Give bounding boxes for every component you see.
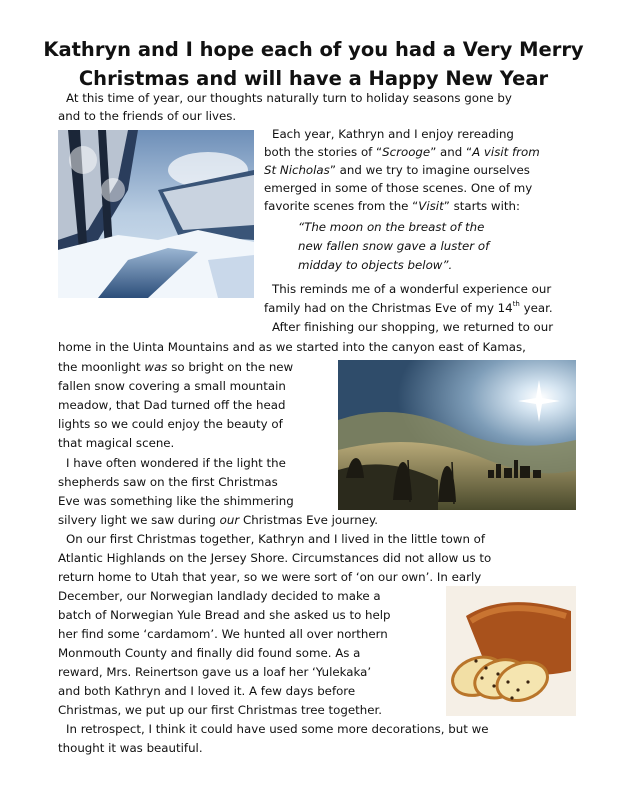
text-segment: thought it was beautiful. — [58, 741, 203, 755]
text-segment: December, our Norwegian landlady decided to make a — [58, 589, 381, 603]
text-segment: Monmouth County and finally did found some. As a — [58, 646, 361, 660]
body-line — [66, 720, 489, 738]
body-line — [58, 492, 294, 510]
body-line — [58, 473, 278, 491]
quote-line — [298, 256, 452, 274]
title-line-1: Kathryn and I hope each of you had a Very Merry — [43, 38, 584, 62]
text-segment: On our first Christmas together, Kathryn and I lived in the little town of — [66, 532, 486, 546]
text-segment: reward, Mrs. Reinertson gave us a loaf her ‘Yulekaka’ — [58, 665, 372, 679]
quote-line — [298, 237, 489, 255]
body-line — [58, 415, 283, 433]
body-line — [58, 338, 526, 356]
body-line — [66, 89, 512, 107]
text-segment: favorite scenes from the “ — [264, 199, 419, 213]
text-segment: A visit from — [472, 145, 540, 159]
text-segment: lights so we could enjoy the beauty of — [58, 417, 283, 431]
body-line — [272, 318, 553, 336]
text-segment: both the stories of “ — [264, 145, 383, 159]
text-segment: ” and “ — [430, 145, 473, 159]
body-line — [58, 358, 293, 376]
body-line — [66, 454, 286, 472]
body-line — [58, 587, 381, 605]
text-segment: Christmas Eve journey. — [239, 513, 379, 527]
text-segment: I have often wondered if the light the — [66, 456, 286, 470]
text-segment: the moonlight — [58, 360, 145, 374]
text-segment: her find some ‘cardamom’. We hunted all over northern — [58, 627, 388, 641]
text-segment: and to the friends of our lives. — [58, 109, 237, 123]
text-segment: Christmas, we put up our first Christmas tree together. — [58, 703, 382, 717]
text-segment: Each year, Kathryn and I enjoy rereading — [272, 127, 514, 141]
quote-line — [298, 218, 484, 236]
text-segment: Eve was something like the shimmering — [58, 494, 294, 508]
yule-bread-photo — [446, 586, 576, 716]
text-segment: After finishing our shopping, we returned to our — [272, 320, 554, 334]
text-segment: ” starts with: — [443, 199, 520, 213]
body-line — [58, 396, 285, 414]
letter-title — [0, 35, 627, 93]
body-line — [58, 568, 481, 586]
text-segment: th — [512, 300, 520, 309]
body-line — [264, 143, 540, 161]
body-line — [58, 107, 236, 125]
text-segment: Visit — [418, 199, 444, 213]
text-segment: Scrooge — [382, 145, 431, 159]
text-segment: so bright on the new — [167, 360, 294, 374]
text-segment: Atlantic Highlands on the Jersey Shore. Circumstances did not allow us to — [58, 551, 492, 565]
body-line — [58, 682, 355, 700]
body-line — [58, 644, 360, 662]
body-line — [272, 280, 551, 298]
shepherds-star-photo — [338, 360, 576, 510]
title-line-2: Christmas and will have a Happy New Year — [78, 67, 549, 91]
snowy-river-photo — [58, 130, 254, 298]
text-segment: silvery light we saw during — [58, 513, 220, 527]
text-segment: In retrospect, I think it could have used some more decorations, but we — [66, 722, 489, 736]
body-line — [58, 663, 371, 681]
text-segment: and both Kathryn and I loved it. A few days before — [58, 684, 356, 698]
text-segment: fallen snow covering a small mountain — [58, 379, 286, 393]
body-line — [58, 701, 382, 719]
body-line — [58, 511, 378, 529]
body-line — [66, 530, 485, 548]
body-line — [264, 197, 520, 215]
text-segment: meadow, that Dad turned off the head — [58, 398, 286, 412]
text-segment: ” and we try to imagine ourselves — [329, 163, 530, 177]
text-segment: year. — [519, 301, 553, 315]
text-segment: return home to Utah that year, so we were sort of ‘on our own’. In early — [58, 570, 482, 584]
body-line — [264, 299, 553, 317]
body-line — [272, 125, 514, 143]
text-segment: was — [144, 360, 168, 374]
body-line — [58, 739, 203, 757]
text-segment: midday to objects below”. — [298, 258, 453, 272]
body-line — [58, 625, 388, 643]
text-segment: shepherds saw on the first Christmas — [58, 475, 278, 489]
text-segment: new fallen snow gave a luster of — [298, 239, 490, 253]
text-segment: batch of Norwegian Yule Bread and she asked us to help — [58, 608, 391, 622]
body-line — [264, 179, 532, 197]
text-segment: This reminds me of a wonderful experience our — [272, 282, 552, 296]
body-line — [58, 549, 491, 567]
text-segment: home in the Uinta Mountains and as we started into the canyon east of Kamas, — [58, 340, 526, 354]
body-line — [264, 161, 530, 179]
text-segment: emerged in some of those scenes. One of my — [264, 181, 533, 195]
text-segment: our — [219, 513, 240, 527]
body-line — [58, 606, 391, 624]
text-segment: “The moon on the breast of the — [298, 220, 485, 234]
text-segment: At this time of year, our thoughts naturally turn to holiday seasons gone by — [66, 91, 512, 105]
text-segment: that magical scene. — [58, 436, 175, 450]
body-line — [58, 377, 286, 395]
text-segment: family had on the Christmas Eve of my 14 — [264, 301, 513, 315]
text-segment: St Nicholas — [264, 163, 330, 177]
body-line — [58, 434, 174, 452]
